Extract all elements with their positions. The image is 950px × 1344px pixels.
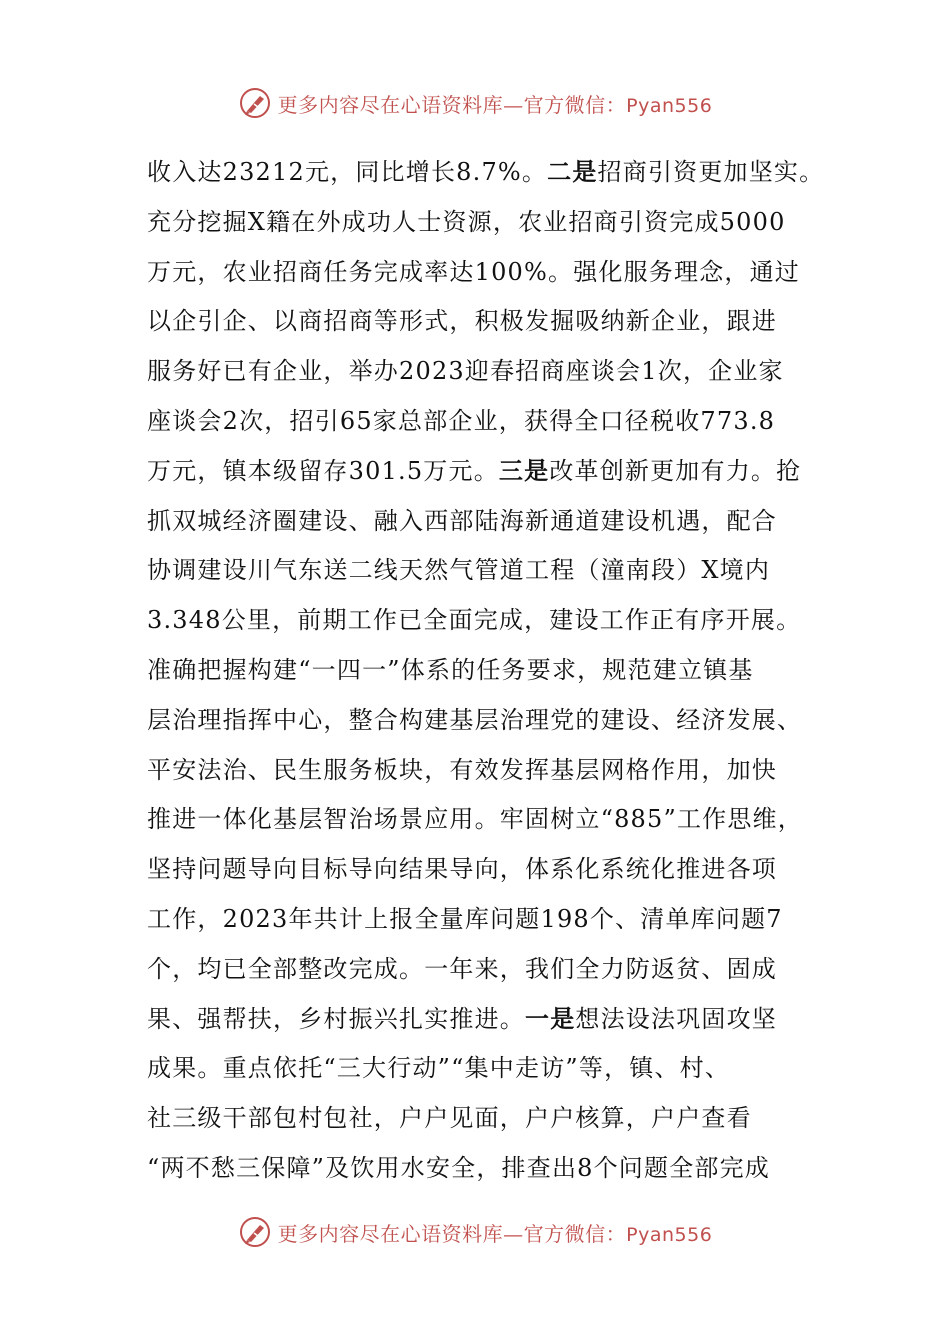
- text-segment: 3.348公里，前期工作已全面完成，建设工作正有序开展。: [147, 606, 802, 635]
- text-segment: 收入达23212元，同比增长8.7%。: [147, 158, 548, 186]
- text-segment: 工作，2023年共计上报全量库问题198个、清单库问题7: [147, 904, 783, 933]
- text-line: [147, 248, 827, 298]
- text-line: [147, 1144, 827, 1194]
- text-line: [147, 995, 827, 1045]
- text-segment: 以企引企、以商招商等形式，积极发掘吸纳新企业，跟进: [147, 307, 777, 336]
- text-segment: “两不愁三保障”及饮用水安全，排查出8个问题全部完成: [147, 1153, 771, 1182]
- watermark-text: [278, 1218, 713, 1247]
- text-line: [147, 347, 827, 397]
- text-segment: 改革创新更加有力。抢: [549, 456, 802, 485]
- text-line: [147, 795, 827, 845]
- watermark-label: 更多内容尽在心语资料库—官方微信：: [277, 92, 627, 117]
- text-line: [147, 845, 827, 895]
- footer-watermark: [0, 1212, 950, 1252]
- document-body: [147, 148, 827, 1194]
- pen-nib-icon: [238, 86, 272, 120]
- text-segment: 坚持问题导向目标导向结果导向，体系化系统化推进各项: [147, 855, 777, 884]
- header-watermark: [0, 83, 950, 123]
- bold-heading-marker: 三是: [498, 456, 550, 485]
- bold-heading-marker: 二是: [547, 158, 598, 186]
- text-line: [147, 148, 827, 198]
- text-segment: 社三级干部包村包社，户户见面，户户核算，户户查看: [147, 1104, 752, 1133]
- text-line: [147, 895, 827, 945]
- text-line: [147, 546, 827, 596]
- text-segment: 个，均已全部整改完成。一年来，我们全力防返贫、固成: [147, 954, 777, 983]
- text-line: [147, 696, 827, 746]
- text-segment: 准确把握构建“一四一”体系的任务要求，规范建立镇基: [147, 655, 754, 684]
- watermark-wechat-id: Pyan556: [626, 1223, 713, 1246]
- text-segment: 成果。重点依托“三大行动”“集中走访”等，镇、村、: [147, 1054, 731, 1083]
- bold-heading-marker: 一是: [525, 1004, 576, 1033]
- text-segment: 充分挖掘X籍在外成功人士资源，农业招商引资完成5000: [147, 207, 786, 236]
- text-segment: 推进一体化基层智治场景应用。牢固树立“885”工作思维，: [147, 805, 803, 834]
- text-line: [147, 198, 827, 248]
- text-line: [147, 1044, 827, 1094]
- text-segment: 想法设法巩固攻坚: [575, 1004, 778, 1033]
- text-segment: 座谈会2次，招引65家总部企业，获得全口径税收773.8: [147, 406, 776, 435]
- text-line: [147, 1094, 827, 1144]
- text-segment: 层治理指挥中心，整合构建基层治理党的建设、经济发展、: [147, 705, 803, 734]
- text-line: [147, 447, 827, 497]
- text-line: [147, 945, 827, 995]
- text-line: [147, 596, 827, 646]
- watermark-wechat-id: Pyan556: [626, 94, 713, 117]
- watermark-text: [278, 89, 713, 118]
- text-segment: 协调建设川气东送二线天然气管道工程（潼南段）X境内: [147, 556, 771, 585]
- text-line: [147, 497, 827, 547]
- text-segment: 抓双城经济圈建设、融入西部陆海新通道建设机遇，配合: [147, 506, 777, 535]
- text-segment: 果、强帮扶，乡村振兴扎实推进。: [147, 1004, 525, 1033]
- text-line: [147, 746, 827, 796]
- text-segment: 万元，镇本级留存301.5万元。: [147, 456, 499, 485]
- text-line: [147, 646, 827, 696]
- text-segment: 服务好已有企业，举办2023迎春招商座谈会1次，企业家: [147, 357, 784, 386]
- text-segment: 平安法治、民生服务板块，有效发挥基层网格作用，加快: [147, 755, 777, 784]
- text-segment: 万元，农业招商任务完成率达100%。强化服务理念，通过: [147, 257, 801, 286]
- text-line: [147, 397, 827, 447]
- watermark-label: 更多内容尽在心语资料库—官方微信：: [277, 1221, 627, 1246]
- text-line: [147, 297, 827, 347]
- text-segment: 招商引资更加坚实。: [597, 158, 825, 186]
- pen-nib-icon: [238, 1215, 272, 1249]
